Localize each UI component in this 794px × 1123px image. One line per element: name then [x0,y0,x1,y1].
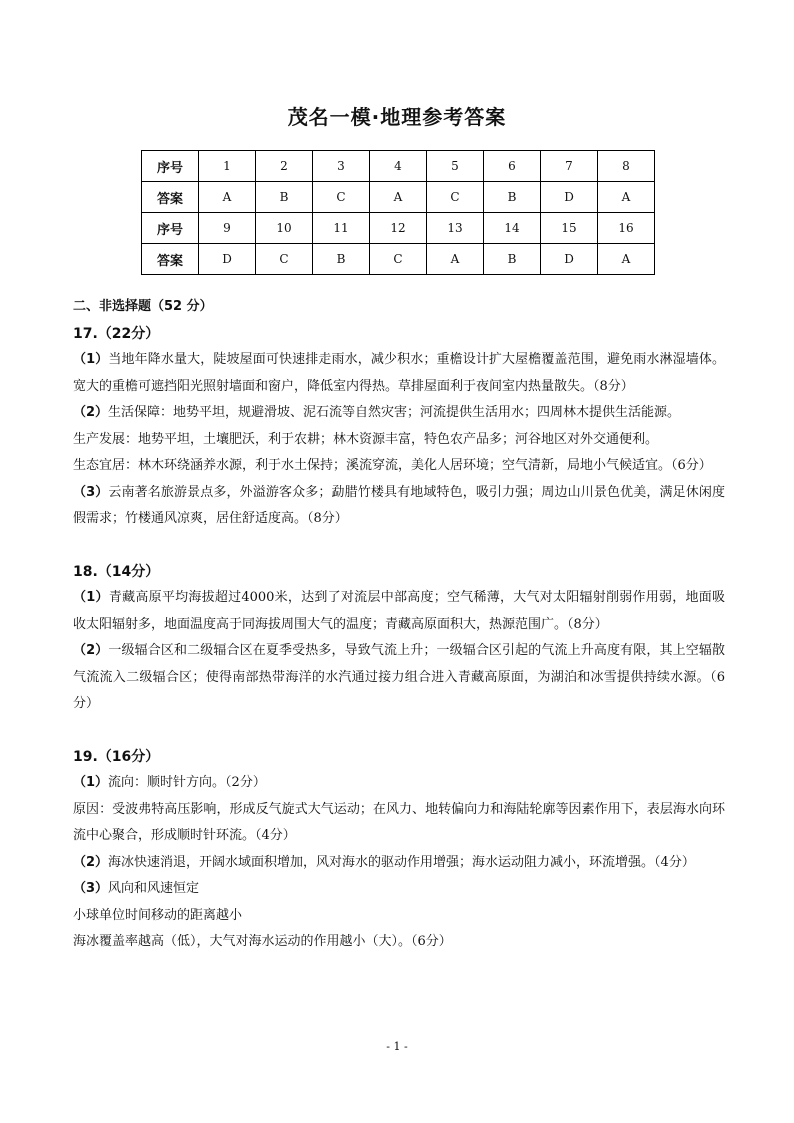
table-cell: 14 [484,213,541,244]
row-header: 答案 [142,182,199,213]
table-cell: 13 [427,213,484,244]
section-heading: 二、非选择题（52 分） [73,299,213,314]
table-cell: A [370,182,427,213]
part-text: 流向：顺时针方向。（2分） [108,775,266,790]
table-cell: 4 [370,151,427,182]
table-cell: C [427,182,484,213]
table-cell: 6 [484,151,541,182]
part-text: 一级辐合区和二级辐合区在夏季受热多，导致气流上升；一级辐合区引起的气流上升高度有限，其上空辐散气流流入二级辐合区；使得南部热带海洋的水汽通过接力组合进入青藏高原面，为湖泊和冰雪提供持续水源。（6分） [73,643,725,711]
table-cell: 2 [256,151,313,182]
q19-part3-line2: 小球单位时间移动的距离越小 [73,907,243,923]
table-cell: 16 [598,213,655,244]
q19-part3-line3: 海冰覆盖率越高（低），大气对海水运动的作用越小（大）。（6分） [73,934,452,949]
row-header: 序号 [142,213,199,244]
part-text: 海冰快速消退，开阔水域面积增加，风对海水的驱动作用增强；海水运动阻力减小，环流增强。（4分） [108,854,695,870]
answer-body [73,294,725,956]
table-cell: A [427,244,484,275]
part-text: 风向和风速恒定 [108,881,200,896]
part-text: 当地年降水量大，陡坡屋面可快速排走雨水，减少积水；重檐设计扩大屋檐覆盖范围，避免雨水淋湿墙体。宽大的重檐可遮挡阳光照射墙面和窗户，降低室内得热。草排屋面利于夜间室内热量散失。（8分） [73,352,725,394]
part-text: 云南著名旅游景点多，外溢游客众多；勐腊竹楼具有地域特色，吸引力强；周边山川景色优美，满足休闲度假需求；竹楼通风凉爽，居住舒适度高。（8分） [73,484,725,526]
table-cell: 10 [256,213,313,244]
table-cell: D [541,244,598,275]
q17-part2-production: 生产发展：地势平坦，土壤肥沃，利于农耕；林木资源丰富，特色农产品多；河谷地区对外交通便利。 [73,431,659,447]
table-row [142,182,655,213]
table-cell: B [484,182,541,213]
part-label: （3） [73,881,109,896]
table-cell: A [199,182,256,213]
q19-part1 [73,770,725,797]
part-label: （3） [73,484,109,500]
q17-part1 [73,347,725,400]
q17-part2 [73,400,725,427]
question-17-heading: 17.（22分） [73,325,160,342]
q18-part2 [73,638,725,718]
table-row [142,213,655,244]
q17-part3 [73,480,725,533]
part-label: （1） [73,590,109,605]
table-cell: 8 [598,151,655,182]
table-cell: 11 [313,213,370,244]
table-cell: B [484,244,541,275]
part-text: 生活保障：地势平坦，规避滑坡、泥石流等自然灾害；河流提供生活用水；四周林木提供生活能源。 [108,405,681,420]
table-cell: B [256,182,313,213]
table-cell: 1 [199,151,256,182]
table-cell: C [256,244,313,275]
page-number: - 1 - [386,1040,408,1053]
part-label: （2） [73,643,109,658]
q18-part1 [73,585,725,638]
table-row [142,244,655,275]
table-cell: D [199,244,256,275]
page-title: 茂名一模·地理参考答案 [287,105,507,129]
q17-part2-ecology: 生态宜居：林木环绕涵养水源，利于水土保持；溪流穿流，美化人居环境；空气清新，局地小气候适宜。（6分） [73,458,712,473]
answer-table [141,150,655,275]
question-19-heading: 19.（16分） [73,748,160,765]
row-header: 答案 [142,244,199,275]
table-cell: A [598,244,655,275]
table-cell: C [313,182,370,213]
table-cell: D [541,182,598,213]
table-cell: 3 [313,151,370,182]
table-cell: 9 [199,213,256,244]
part-label: （1） [73,352,109,367]
part-label: （2） [73,854,109,870]
table-cell: 15 [541,213,598,244]
table-cell: C [370,244,427,275]
table-row [142,151,655,182]
part-text: 青藏高原平均海拔超过4000米，达到了对流层中部高度；空气稀薄，大气对太阳辐射削弱作用弱，地面吸收太阳辐射多，地面温度高于同海拔周围大气的温度；青藏高原面积大，热源范围广。（8分） [73,590,725,632]
q19-part1-reason: 原因：受波弗特高压影响，形成反气旋式大气运动；在风力、地转偏向力和海陆轮廓等因素作用下，表层海水向环流中心聚合，形成顺时针环流。（4分） [73,801,725,843]
q19-part3 [73,876,725,903]
question-18-heading: 18.（14分） [73,563,160,580]
part-label: （1） [73,775,109,790]
table-cell: A [598,182,655,213]
part-label: （2） [73,405,109,420]
row-header: 序号 [142,151,199,182]
table-cell: 7 [541,151,598,182]
table-cell: B [313,244,370,275]
q19-part2 [73,850,725,877]
table-cell: 12 [370,213,427,244]
table-cell: 5 [427,151,484,182]
